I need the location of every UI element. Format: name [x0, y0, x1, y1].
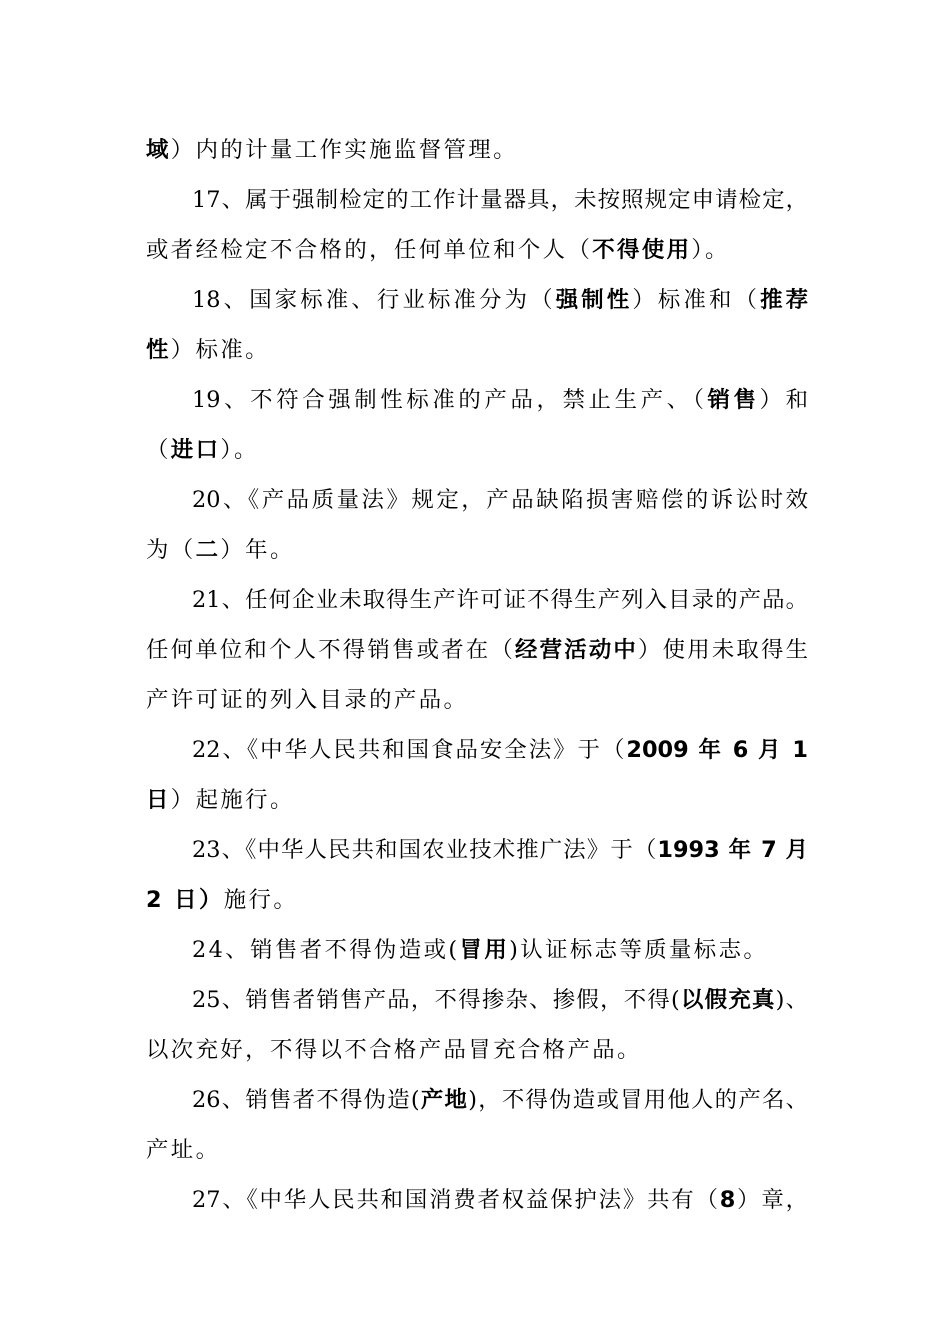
answer-text: 日 [146, 787, 171, 813]
question-text: 施行。 [223, 887, 299, 913]
question-text: ）年。 [220, 537, 295, 563]
question-text: 为（ [146, 537, 196, 563]
text-line [192, 184, 808, 216]
text-line [146, 234, 808, 266]
question-text: 22、《中华人民共和国食品安全法》于（ [192, 737, 627, 763]
question-text: ）标准。 [170, 337, 270, 363]
question-text: ）。 [691, 237, 730, 263]
text-line [192, 584, 808, 616]
answer-text: 经营活动中 [515, 637, 639, 663]
text-line [146, 1034, 808, 1066]
answer-text: 二 [195, 537, 221, 563]
question-text: ）标准和（ [632, 287, 761, 313]
answer-text: 域 [146, 137, 171, 163]
question-text: 18、国家标准、行业标准分为（ [192, 287, 556, 313]
answer-text: 2 日） [146, 887, 224, 913]
text-line [146, 784, 808, 816]
text-line [192, 734, 808, 766]
question-text: 或者经检定不合格的，任何单位和个人（ [146, 237, 593, 263]
answer-text: 1993 年 7 月 [657, 837, 808, 863]
question-text: 产许可证的列入目录的产品。 [146, 687, 469, 713]
answer-text: 不得使用 [592, 237, 692, 263]
question-text: 19、不符合强制性标准的产品，禁止生产、（ [192, 387, 708, 413]
answer-text: 强制性 [555, 287, 633, 313]
question-text: （ [146, 437, 171, 463]
text-line [192, 934, 808, 966]
text-line [146, 634, 808, 666]
text-line [192, 1084, 808, 1116]
answer-text: 8 [719, 1187, 736, 1213]
answer-text: 推荐 [760, 287, 809, 313]
question-text: 23、《中华人民共和国农业技术推广法》于（ [192, 837, 658, 863]
text-line [192, 384, 808, 416]
answer-text: 2009 年 6 月 1 [626, 737, 808, 763]
question-text: 以次充好，不得以不合格产品冒充合格产品。 [146, 1037, 642, 1063]
question-text: 17、属于强制检定的工作计量器具，未按照规定申请检定， [192, 187, 808, 213]
answer-text: 性 [146, 337, 171, 363]
question-text: 24、销售者不得伪造或( [192, 937, 460, 963]
answer-text: 冒用 [459, 937, 510, 963]
question-text: )、 [775, 987, 808, 1013]
question-text: ）。 [220, 437, 259, 463]
question-text: ）章， [735, 1187, 809, 1213]
question-text: ）使用未取得生 [638, 637, 809, 663]
question-text: )，不得伪造或冒用他人的产名、 [468, 1087, 808, 1113]
text-line [192, 484, 808, 516]
question-text: ）内的计量工作实施监督管理。 [170, 137, 518, 163]
question-text: 任何单位和个人不得销售或者在（ [146, 637, 516, 663]
answer-text: 销售 [707, 387, 760, 413]
question-text: 产址。 [146, 1137, 221, 1163]
question-text: 26、销售者不得伪造( [192, 1087, 420, 1113]
question-text: ）起施行。 [170, 787, 295, 813]
question-text: 25、销售者销售产品，不得掺杂、掺假，不得( [192, 987, 680, 1013]
text-line [146, 684, 808, 716]
text-line [192, 834, 808, 866]
text-line [146, 434, 808, 466]
question-text: 27、《中华人民共和国消费者权益保护法》共有（ [192, 1187, 720, 1213]
text-line [192, 1184, 808, 1216]
text-line [146, 1134, 808, 1166]
text-line [192, 984, 808, 1016]
text-line [146, 884, 808, 916]
question-text: ）和 [759, 387, 808, 413]
text-line [146, 134, 808, 166]
answer-text: 产地 [419, 1087, 469, 1113]
question-text: )认证标志等质量标志。 [509, 937, 769, 963]
answer-text: 以假充真 [679, 987, 776, 1013]
text-line [146, 534, 808, 566]
question-text: 20、《产品质量法》规定，产品缺陷损害赔偿的诉讼时效 [192, 487, 808, 513]
question-text: 21、任何企业未取得生产许可证不得生产列入目录的产品。 [192, 587, 808, 613]
text-line [146, 334, 808, 366]
text-line [192, 284, 808, 316]
answer-text: 进口 [170, 437, 221, 463]
